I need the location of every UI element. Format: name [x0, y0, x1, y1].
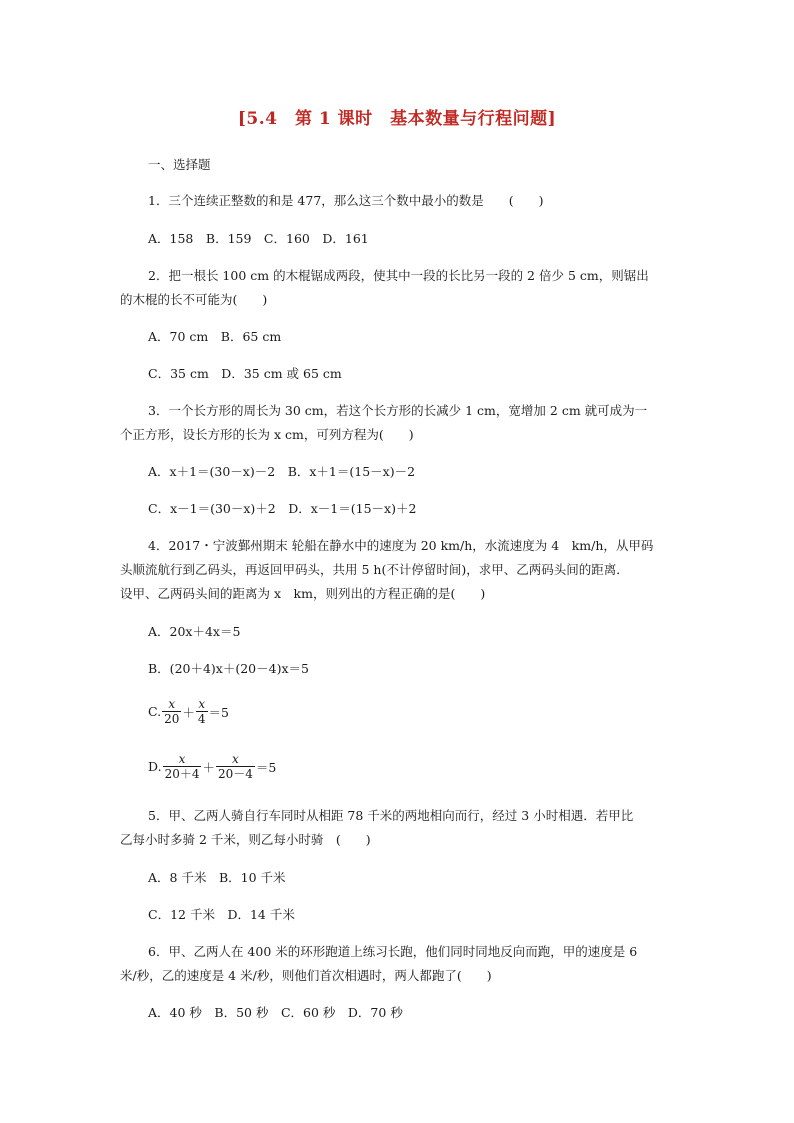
denominator: 20－4: [217, 767, 253, 781]
q6-options: A．40 秒 B．50 秒 C．60 秒 D．70 秒: [148, 1005, 403, 1020]
denominator: 20＋4: [164, 767, 200, 781]
q4-option-d-label: D.: [148, 759, 162, 774]
q1-stem: 1．三个连续正整数的和是 477，那么这三个数中最小的数是 ( ): [148, 193, 544, 208]
q6-stem-line2: 米/秒，乙的速度是 4 米/秒，则他们首次相遇时，两人都跑了( ): [120, 968, 492, 983]
q5-option-cd: C．12 千米 D．14 千米: [148, 907, 295, 922]
q3-stem-line1: 3．一个长方形的周长为 30 cm，若这个长方形的长减少 1 cm，宽增加 2 cm 就可成为一: [148, 403, 648, 418]
q2-option-ab: A．70 cm B．65 cm: [148, 329, 282, 344]
q3-option-ab: A．x＋1＝(30－x)－2 B．x＋1＝(15－x)－2: [148, 464, 416, 479]
q5-option-ab: A．8 千米 B．10 千米: [148, 870, 286, 885]
q2-stem-line2: 的木棍的长不可能为( ): [120, 292, 268, 307]
plus-sign: ＋: [202, 759, 215, 775]
q4-option-d-fraction-2: [216, 752, 255, 781]
q4-option-a: A．20x＋4x＝5: [148, 624, 241, 639]
denominator: 4: [197, 712, 206, 726]
numerator: x: [232, 752, 239, 766]
q4-option-c-fraction-1: [162, 697, 181, 726]
q4-option-d-fraction-1: [163, 752, 202, 781]
q3-option-cd: C．x－1＝(30－x)＋2 D．x－1＝(15－x)＋2: [148, 501, 417, 516]
q4-option-d: [148, 752, 276, 781]
section-heading: 一、选择题: [148, 157, 211, 172]
q4-stem-line3: 设甲、乙两码头间的距离为 x km，则列出的方程正确的是( ): [120, 586, 486, 601]
q4-option-c: [148, 697, 229, 726]
denominator: 20: [164, 712, 180, 726]
page-title: [5.4 第 1 课时 基本数量与行程问题]: [237, 109, 557, 129]
q6-stem-line1: 6．甲、乙两人在 400 米的环形跑道上练习长跑，他们同时同地反向而跑，甲的速度是 6: [148, 944, 638, 959]
q1-options: A．158 B．159 C．160 D．161: [148, 231, 369, 246]
q2-option-cd: C．35 cm D．35 cm 或 65 cm: [148, 366, 342, 381]
numerator: x: [178, 752, 186, 766]
numerator: x: [198, 697, 206, 711]
q4-option-b: B．(20＋4)x＋(20－4)x＝5: [148, 661, 309, 676]
q5-stem-line1: 5．甲、乙两人骑自行车同时从相距 78 千米的两地相向而行，经过 3 小时相遇．若甲比: [148, 808, 634, 823]
numerator: x: [168, 697, 176, 711]
equation-rhs: ＝5: [208, 704, 229, 720]
q4-option-c-fraction-2: [196, 697, 208, 726]
q3-stem-line2: 个正方形，设长方形的长为 x cm，可列方程为( ): [120, 427, 414, 442]
q5-stem-line2: 乙每小时多骑 2 千米，则乙每小时骑 ( ): [120, 832, 371, 847]
q4-stem-line1: 4．2017・宁波鄞州期末 轮船在静水中的速度为 20 km/h，水流速度为 4 km/h，从甲码: [148, 538, 654, 553]
plus-sign: ＋: [182, 704, 195, 720]
q4-stem-line2: 头顺流航行到乙码头，再返回甲码头，共用 5 h(不计停留时间)，求甲、乙两码头间的距离．: [120, 562, 629, 577]
q2-stem-line1: 2．把一根长 100 cm 的木棍锯成两段，使其中一段的长比另一段的 2 倍少 5 cm，则锯出: [148, 268, 649, 283]
equation-rhs: ＝5: [255, 759, 277, 775]
q4-option-c-label: C.: [148, 704, 162, 719]
